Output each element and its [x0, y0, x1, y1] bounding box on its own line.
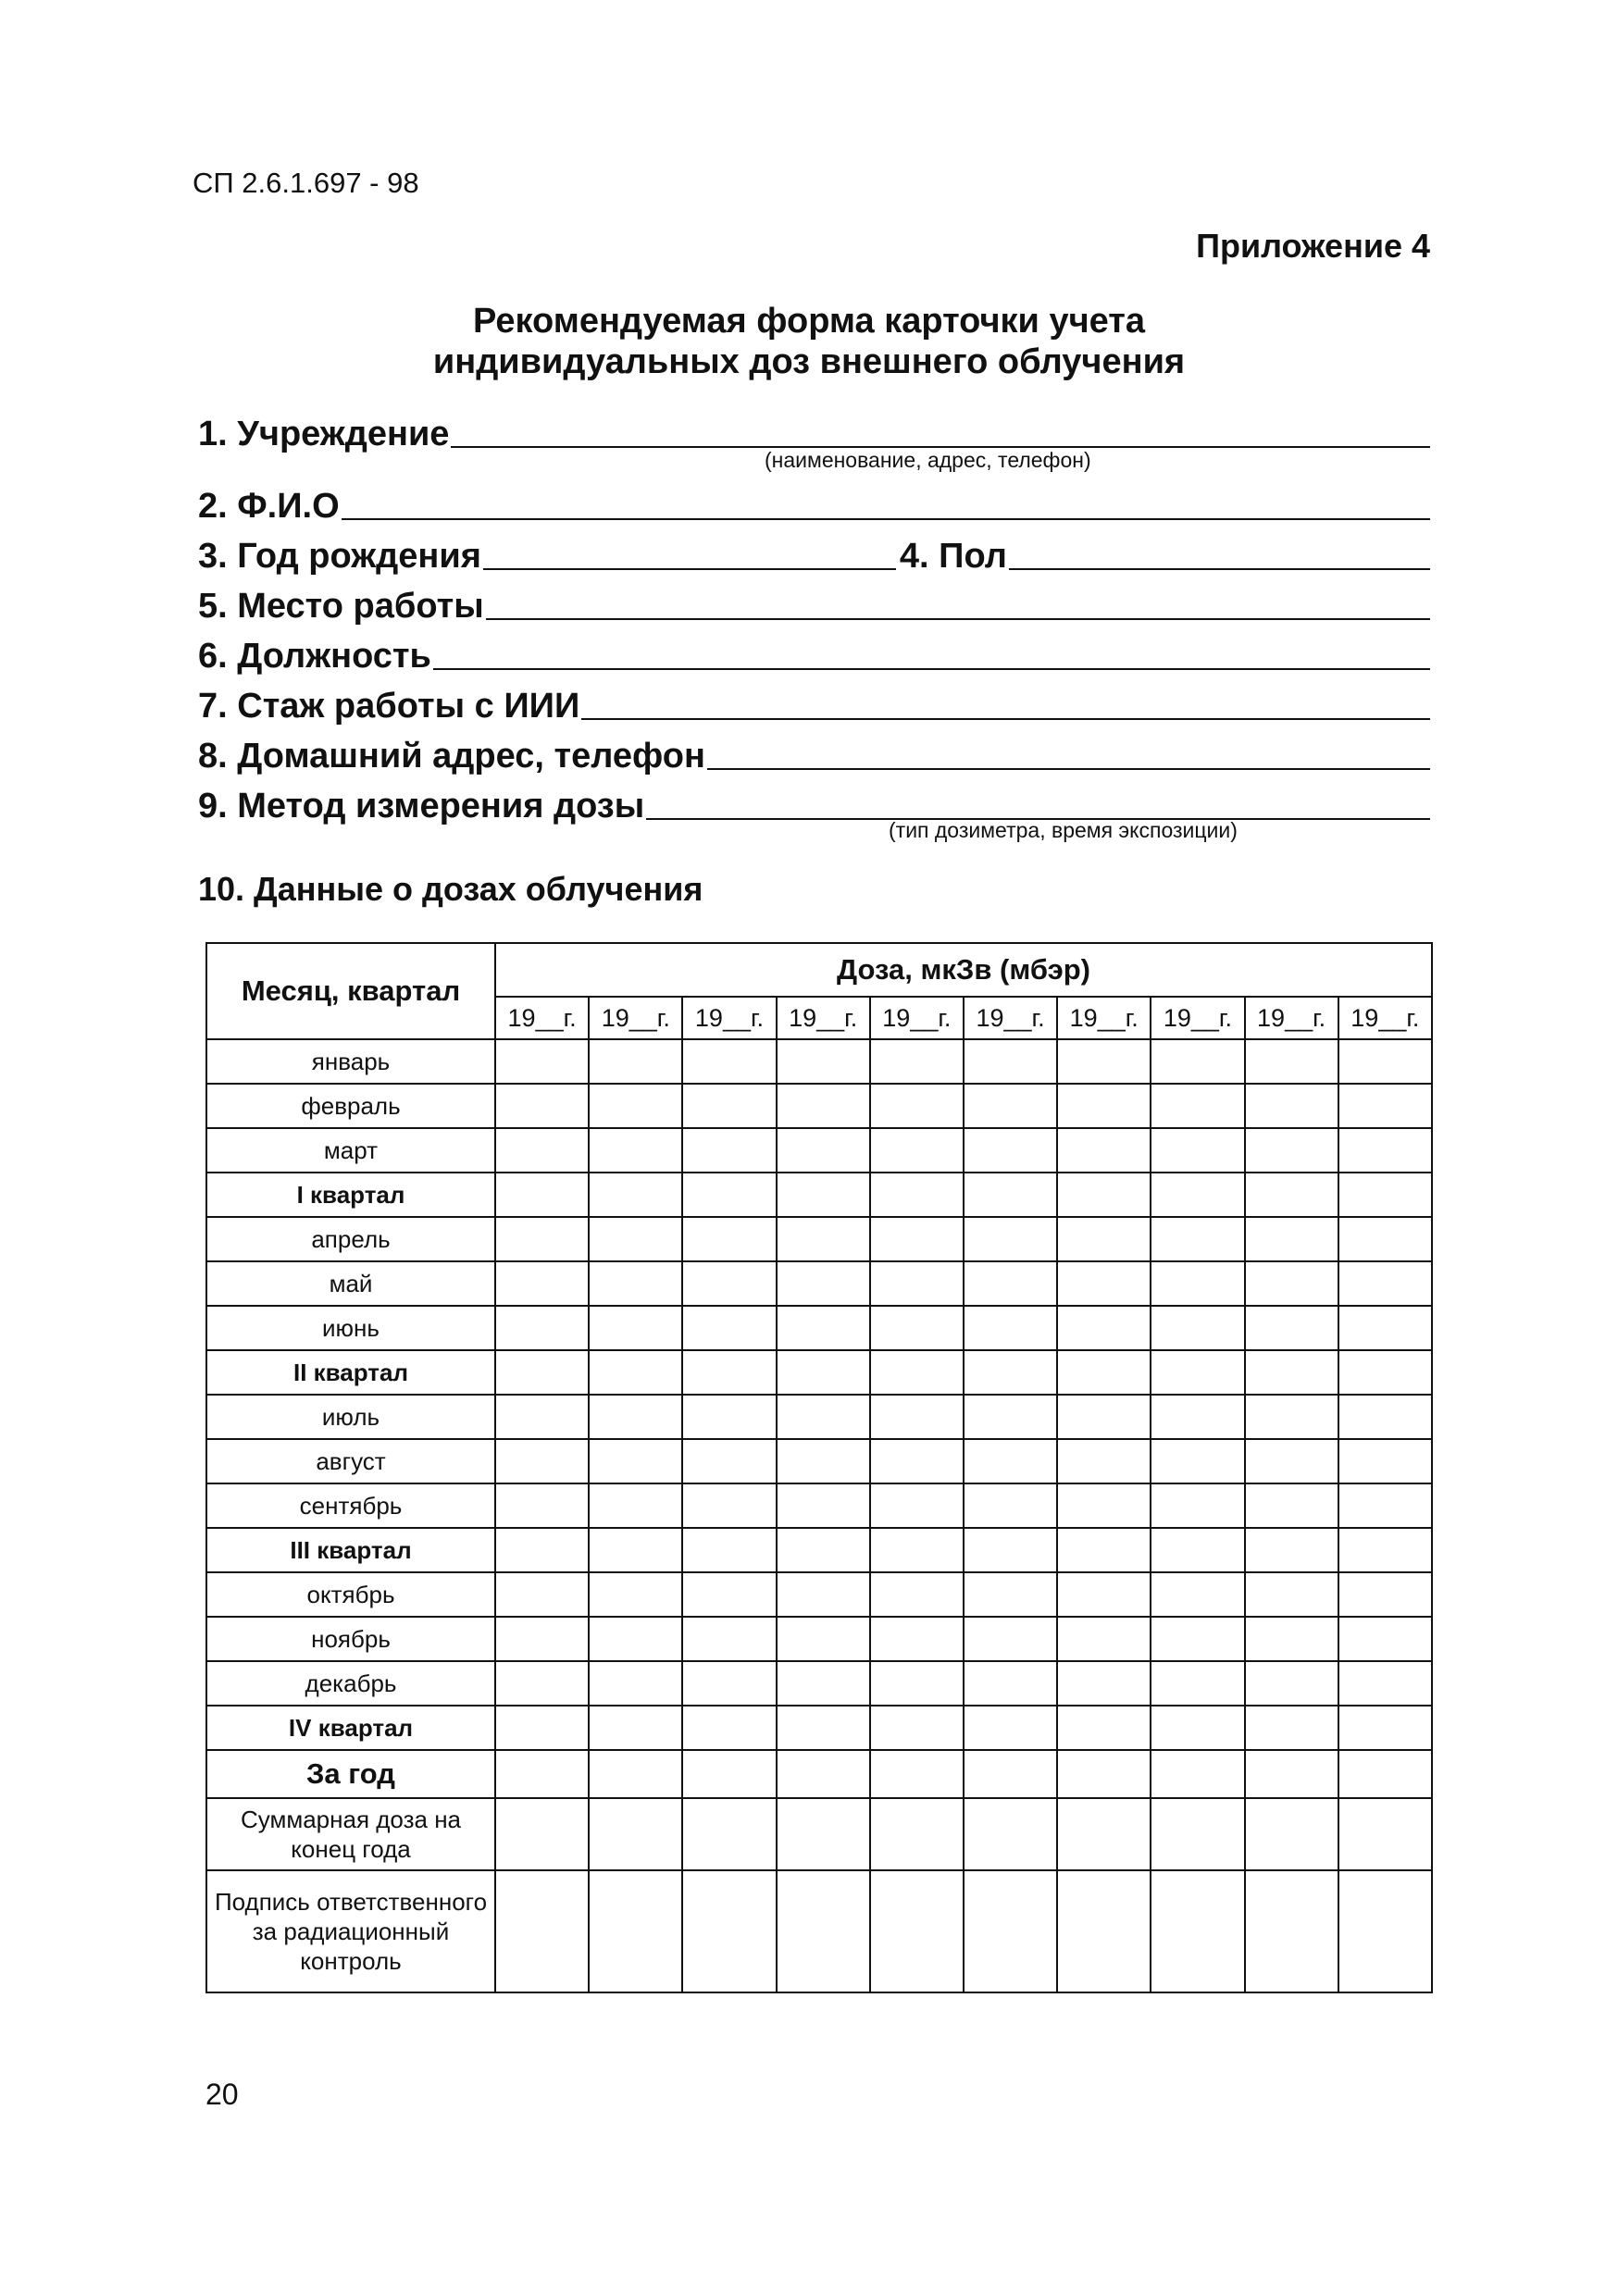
dose-section-heading: 10. Данные о дозах облучения: [198, 870, 703, 908]
dose-cell[interactable]: [777, 1128, 870, 1173]
dose-cell[interactable]: [1151, 1617, 1244, 1661]
dose-cell[interactable]: [682, 1661, 776, 1706]
dose-cell[interactable]: [870, 1798, 964, 1870]
field-workplace-label: 5. Место работы: [198, 587, 484, 626]
year-column-header: 19__г.: [1057, 997, 1151, 1039]
table-row: [206, 1528, 1432, 1572]
table-row: [206, 1350, 1432, 1395]
dose-cell[interactable]: [495, 1084, 589, 1128]
dose-cell[interactable]: [1151, 1306, 1244, 1350]
month-quarter-header: Месяц, квартал: [206, 943, 495, 1039]
table-row: [206, 1706, 1432, 1750]
table-row: [206, 1572, 1432, 1617]
table-row: [206, 1084, 1432, 1128]
dose-cell[interactable]: [495, 1395, 589, 1439]
dose-cell[interactable]: [682, 1128, 776, 1173]
field-birth-year-label: 3. Год рождения: [198, 537, 481, 576]
dose-cell[interactable]: [1057, 1750, 1151, 1798]
table-row: [206, 1173, 1432, 1217]
table-row: [206, 1439, 1432, 1483]
dose-cell[interactable]: [495, 1617, 589, 1661]
dose-cell[interactable]: [964, 1128, 1057, 1173]
dose-cell[interactable]: [870, 1039, 964, 1084]
dose-cell[interactable]: [964, 1439, 1057, 1483]
dose-cell[interactable]: [495, 1706, 589, 1750]
dose-cell[interactable]: [1338, 1173, 1432, 1217]
dose-cell[interactable]: [1151, 1128, 1244, 1173]
field-birth-year-line[interactable]: [483, 559, 896, 570]
dose-cell[interactable]: [1245, 1439, 1338, 1483]
dose-cell[interactable]: [495, 1750, 589, 1798]
dose-cell[interactable]: [1151, 1798, 1244, 1870]
dose-cell[interactable]: [589, 1217, 682, 1261]
dose-cell[interactable]: [777, 1483, 870, 1528]
row-label: декабрь: [206, 1661, 495, 1706]
field-home-address-label: 8. Домашний адрес, телефон: [198, 737, 705, 776]
dose-cell[interactable]: [682, 1261, 776, 1306]
dose-cell[interactable]: [870, 1261, 964, 1306]
dose-cell[interactable]: [682, 1528, 776, 1572]
dose-cell[interactable]: [589, 1039, 682, 1084]
dose-cell[interactable]: [870, 1617, 964, 1661]
row-label: март: [206, 1128, 495, 1173]
dose-cell[interactable]: [870, 1528, 964, 1572]
dose-cell[interactable]: [589, 1128, 682, 1173]
dose-cell[interactable]: [1057, 1217, 1151, 1261]
dose-cell[interactable]: [1245, 1661, 1338, 1706]
dose-cell[interactable]: [870, 1750, 964, 1798]
row-label: июль: [206, 1395, 495, 1439]
dose-cell[interactable]: [495, 1798, 589, 1870]
dose-cell[interactable]: [682, 1439, 776, 1483]
dose-cell[interactable]: [495, 1439, 589, 1483]
dose-cell[interactable]: [495, 1661, 589, 1706]
dose-cell[interactable]: [1245, 1528, 1338, 1572]
dose-cell[interactable]: [870, 1084, 964, 1128]
dose-cell[interactable]: [495, 1173, 589, 1217]
dose-cell[interactable]: [1245, 1706, 1338, 1750]
dose-cell[interactable]: [589, 1798, 682, 1870]
dose-header: Доза, мкЗв (мбэр): [495, 943, 1432, 997]
dose-cell[interactable]: [1151, 1483, 1244, 1528]
row-label: апрель: [206, 1217, 495, 1261]
table-row: [206, 1483, 1432, 1528]
dose-cell[interactable]: [1057, 1261, 1151, 1306]
dose-cell[interactable]: [495, 1217, 589, 1261]
dose-cell[interactable]: [870, 1439, 964, 1483]
dose-cell[interactable]: [1245, 1128, 1338, 1173]
dose-cell[interactable]: [1338, 1128, 1432, 1173]
dose-cell[interactable]: [1057, 1084, 1151, 1128]
dose-cell[interactable]: [777, 1395, 870, 1439]
dose-cell[interactable]: [1338, 1084, 1432, 1128]
dose-cell[interactable]: [1338, 1870, 1432, 1992]
dose-cell[interactable]: [1245, 1350, 1338, 1395]
row-label: I квартал: [206, 1173, 495, 1217]
dose-cell[interactable]: [589, 1870, 682, 1992]
dose-cell[interactable]: [1057, 1528, 1151, 1572]
table-row: [206, 1261, 1432, 1306]
dose-cell[interactable]: [1057, 1798, 1151, 1870]
dose-cell[interactable]: [1057, 1173, 1151, 1217]
dose-cell[interactable]: [1245, 1261, 1338, 1306]
dose-cell[interactable]: [682, 1617, 776, 1661]
dose-cell[interactable]: [964, 1395, 1057, 1439]
dose-cell[interactable]: [682, 1798, 776, 1870]
dose-cell[interactable]: [682, 1173, 776, 1217]
dose-cell[interactable]: [495, 1572, 589, 1617]
year-column-header: 19__г.: [777, 997, 870, 1039]
dose-cell[interactable]: [1245, 1306, 1338, 1350]
dose-cell[interactable]: [1245, 1084, 1338, 1128]
page-number: 20: [205, 2078, 239, 2111]
dose-cell[interactable]: [777, 1039, 870, 1084]
form-title-line-1: Рекомендуемая форма карточки учета: [472, 302, 1146, 341]
dose-cell[interactable]: [777, 1572, 870, 1617]
table-row: [206, 1617, 1432, 1661]
dose-cell[interactable]: [1057, 1039, 1151, 1084]
dose-cell[interactable]: [495, 1261, 589, 1306]
dose-cell[interactable]: [964, 1572, 1057, 1617]
dose-cell[interactable]: [777, 1528, 870, 1572]
dose-cell[interactable]: [1057, 1395, 1151, 1439]
dose-cell[interactable]: [1338, 1395, 1432, 1439]
dose-cell[interactable]: [1338, 1706, 1432, 1750]
dose-cell[interactable]: [1151, 1439, 1244, 1483]
form-title-line-2: индивидуальных доз внешнего облучения: [432, 342, 1186, 381]
dose-cell[interactable]: [682, 1084, 776, 1128]
dose-cell[interactable]: [1245, 1750, 1338, 1798]
dose-cell[interactable]: [1245, 1217, 1338, 1261]
table-row: [206, 1128, 1432, 1173]
table-row: [206, 1870, 1432, 1992]
dose-cell[interactable]: [1338, 1572, 1432, 1617]
dose-cell[interactable]: [589, 1706, 682, 1750]
dose-cell[interactable]: [682, 1706, 776, 1750]
dose-cell[interactable]: [777, 1217, 870, 1261]
dose-cell[interactable]: [682, 1217, 776, 1261]
dose-cell[interactable]: [1245, 1798, 1338, 1870]
dose-cell[interactable]: [1151, 1217, 1244, 1261]
dose-cell[interactable]: [682, 1350, 776, 1395]
dose-cell[interactable]: [777, 1617, 870, 1661]
dose-cell[interactable]: [777, 1350, 870, 1395]
dose-cell[interactable]: [1151, 1039, 1244, 1084]
dose-cell[interactable]: [589, 1173, 682, 1217]
dose-cell[interactable]: [964, 1173, 1057, 1217]
dose-cell[interactable]: [870, 1128, 964, 1173]
dose-cell[interactable]: [1245, 1617, 1338, 1661]
dose-cell[interactable]: [1245, 1395, 1338, 1439]
dose-cell[interactable]: [1057, 1572, 1151, 1617]
dose-cell[interactable]: [964, 1870, 1057, 1992]
field-workplace[interactable]: [198, 585, 1430, 627]
year-column-header: 19__г.: [682, 997, 776, 1039]
dose-cell[interactable]: [964, 1217, 1057, 1261]
field-position-label: 6. Должность: [198, 637, 431, 676]
dose-cell[interactable]: [1338, 1439, 1432, 1483]
table-row: [206, 1750, 1432, 1798]
dose-cell[interactable]: [1338, 1261, 1432, 1306]
field-birth-year-sex[interactable]: [198, 535, 1430, 577]
institution-hint: (наименование, адрес, телефон): [765, 448, 1091, 472]
document-code: СП 2.6.1.697 - 98: [193, 167, 419, 199]
dose-cell[interactable]: [870, 1306, 964, 1350]
field-position[interactable]: [198, 635, 1430, 677]
field-experience[interactable]: [198, 685, 1430, 727]
dose-cell[interactable]: [1151, 1572, 1244, 1617]
year-column-header: 19__г.: [1151, 997, 1244, 1039]
dose-cell[interactable]: [589, 1439, 682, 1483]
row-label: За год: [206, 1750, 495, 1798]
row-label: август: [206, 1439, 495, 1483]
dose-cell[interactable]: [1338, 1617, 1432, 1661]
dose-cell[interactable]: [777, 1439, 870, 1483]
dose-cell[interactable]: [964, 1261, 1057, 1306]
dose-cell[interactable]: [777, 1661, 870, 1706]
field-institution-line[interactable]: [451, 437, 1430, 448]
dose-cell[interactable]: [964, 1528, 1057, 1572]
dose-cell[interactable]: [964, 1750, 1057, 1798]
dose-cell[interactable]: [1245, 1173, 1338, 1217]
year-column-header: 19__г.: [495, 997, 589, 1039]
dose-cell[interactable]: [1245, 1572, 1338, 1617]
dose-cell[interactable]: [777, 1706, 870, 1750]
dose-cell[interactable]: [964, 1483, 1057, 1528]
table-row: [206, 1217, 1432, 1261]
field-fio-label: 2. Ф.И.О: [198, 487, 340, 526]
dose-cell[interactable]: [777, 1870, 870, 1992]
dose-cell[interactable]: [777, 1750, 870, 1798]
dose-cell[interactable]: [1338, 1217, 1432, 1261]
dose-cell[interactable]: [589, 1261, 682, 1306]
dose-cell[interactable]: [682, 1572, 776, 1617]
dose-cell[interactable]: [1057, 1617, 1151, 1661]
dose-cell[interactable]: [1151, 1084, 1244, 1128]
year-column-header: 19__г.: [964, 997, 1057, 1039]
dose-cell[interactable]: [589, 1617, 682, 1661]
dose-cell[interactable]: [1151, 1870, 1244, 1992]
dose-cell[interactable]: [1245, 1039, 1338, 1084]
field-position-line[interactable]: [433, 659, 1430, 670]
dose-cell[interactable]: [589, 1483, 682, 1528]
year-column-header: 19__г.: [589, 997, 682, 1039]
dose-cell[interactable]: [870, 1870, 964, 1992]
dose-cell[interactable]: [964, 1617, 1057, 1661]
dose-cell[interactable]: [870, 1173, 964, 1217]
table-row: [206, 1395, 1432, 1439]
field-method[interactable]: [198, 785, 1430, 827]
dose-cell[interactable]: [495, 1870, 589, 1992]
dose-cell[interactable]: [1245, 1483, 1338, 1528]
dose-cell[interactable]: [1057, 1350, 1151, 1395]
dose-cell[interactable]: [495, 1306, 589, 1350]
dose-cell[interactable]: [964, 1306, 1057, 1350]
dose-cell[interactable]: [1245, 1870, 1338, 1992]
dose-cell[interactable]: [1338, 1661, 1432, 1706]
row-label: IV квартал: [206, 1706, 495, 1750]
dose-cell[interactable]: [589, 1395, 682, 1439]
row-label: февраль: [206, 1084, 495, 1128]
dose-cell[interactable]: [1151, 1661, 1244, 1706]
dose-cell[interactable]: [495, 1528, 589, 1572]
dose-cell[interactable]: [777, 1306, 870, 1350]
dose-cell[interactable]: [589, 1750, 682, 1798]
dose-cell[interactable]: [589, 1306, 682, 1350]
dose-cell[interactable]: [589, 1350, 682, 1395]
row-label: Суммарная доза на конец года: [206, 1798, 495, 1870]
table-row: [206, 1798, 1432, 1870]
dose-cell[interactable]: [964, 1350, 1057, 1395]
row-label: Подпись ответственного за радиационный контроль: [206, 1870, 495, 1992]
row-label: III квартал: [206, 1528, 495, 1572]
field-institution-label: 1. Учреждение: [198, 415, 450, 453]
dose-cell[interactable]: [777, 1173, 870, 1217]
row-label: октябрь: [206, 1572, 495, 1617]
dose-cell[interactable]: [1057, 1439, 1151, 1483]
field-experience-line[interactable]: [581, 709, 1430, 720]
dose-cell[interactable]: [1338, 1039, 1432, 1084]
field-sex-line[interactable]: [1009, 559, 1430, 570]
row-label: май: [206, 1261, 495, 1306]
dose-cell[interactable]: [777, 1261, 870, 1306]
field-home-address[interactable]: [198, 735, 1430, 777]
dose-cell[interactable]: [870, 1661, 964, 1706]
field-workplace-line[interactable]: [486, 609, 1430, 620]
dose-cell[interactable]: [964, 1039, 1057, 1084]
dose-cell[interactable]: [589, 1572, 682, 1617]
dose-cell[interactable]: [589, 1084, 682, 1128]
dose-cell[interactable]: [1057, 1306, 1151, 1350]
dose-cell[interactable]: [1057, 1870, 1151, 1992]
dose-cell[interactable]: [1151, 1750, 1244, 1798]
dose-cell[interactable]: [682, 1750, 776, 1798]
year-column-header: 19__г.: [1245, 997, 1338, 1039]
dose-cell[interactable]: [870, 1572, 964, 1617]
dose-table: [205, 942, 1433, 1993]
dose-cell[interactable]: [1151, 1528, 1244, 1572]
dose-cell[interactable]: [1338, 1306, 1432, 1350]
field-fio-line[interactable]: [342, 509, 1430, 520]
dose-cell[interactable]: [1151, 1706, 1244, 1750]
dose-cell[interactable]: [589, 1661, 682, 1706]
field-experience-label: 7. Стаж работы с ИИИ: [198, 687, 580, 726]
dose-cell[interactable]: [682, 1395, 776, 1439]
dose-cell[interactable]: [1151, 1173, 1244, 1217]
dose-cell[interactable]: [964, 1706, 1057, 1750]
row-label: ноябрь: [206, 1617, 495, 1661]
dose-cell[interactable]: [495, 1039, 589, 1084]
field-sex-label: 4. Пол: [899, 537, 1007, 576]
dose-cell[interactable]: [682, 1306, 776, 1350]
dose-cell[interactable]: [870, 1350, 964, 1395]
dose-cell[interactable]: [964, 1661, 1057, 1706]
dose-cell[interactable]: [870, 1217, 964, 1261]
dose-cell[interactable]: [1338, 1798, 1432, 1870]
dose-cell[interactable]: [1057, 1661, 1151, 1706]
dose-cell[interactable]: [589, 1528, 682, 1572]
dose-cell[interactable]: [682, 1483, 776, 1528]
dose-cell[interactable]: [1338, 1528, 1432, 1572]
dose-cell[interactable]: [495, 1350, 589, 1395]
dose-cell[interactable]: [1151, 1395, 1244, 1439]
dose-cell[interactable]: [1151, 1261, 1244, 1306]
dose-cell[interactable]: [495, 1128, 589, 1173]
dose-cell[interactable]: [1057, 1128, 1151, 1173]
method-hint: (тип дозиметра, время экспозиции): [889, 818, 1238, 842]
dose-cell[interactable]: [870, 1483, 964, 1528]
dose-cell[interactable]: [1151, 1350, 1244, 1395]
dose-cell[interactable]: [1338, 1350, 1432, 1395]
table-row: [206, 1661, 1432, 1706]
dose-cell[interactable]: [777, 1798, 870, 1870]
year-column-header: 19__г.: [1338, 997, 1432, 1039]
field-fio[interactable]: [198, 485, 1430, 527]
dose-cell[interactable]: [1338, 1750, 1432, 1798]
dose-cell[interactable]: [1057, 1706, 1151, 1750]
dose-cell[interactable]: [870, 1395, 964, 1439]
row-label: январь: [206, 1039, 495, 1084]
table-row: [206, 1306, 1432, 1350]
appendix-label: Приложение 4: [1196, 227, 1430, 265]
field-method-label: 9. Метод измерения дозы: [198, 787, 645, 825]
dose-cell[interactable]: [964, 1084, 1057, 1128]
row-label: II квартал: [206, 1350, 495, 1395]
dose-cell[interactable]: [964, 1798, 1057, 1870]
dose-cell[interactable]: [777, 1084, 870, 1128]
dose-cell[interactable]: [870, 1706, 964, 1750]
dose-cell[interactable]: [1057, 1483, 1151, 1528]
dose-cell[interactable]: [495, 1483, 589, 1528]
row-label: июнь: [206, 1306, 495, 1350]
dose-cell[interactable]: [682, 1039, 776, 1084]
field-home-address-line[interactable]: [707, 759, 1430, 770]
year-column-header: 19__г.: [870, 997, 964, 1039]
dose-cell[interactable]: [1338, 1483, 1432, 1528]
row-label: сентябрь: [206, 1483, 495, 1528]
dose-cell[interactable]: [682, 1870, 776, 1992]
table-row: [206, 1039, 1432, 1084]
